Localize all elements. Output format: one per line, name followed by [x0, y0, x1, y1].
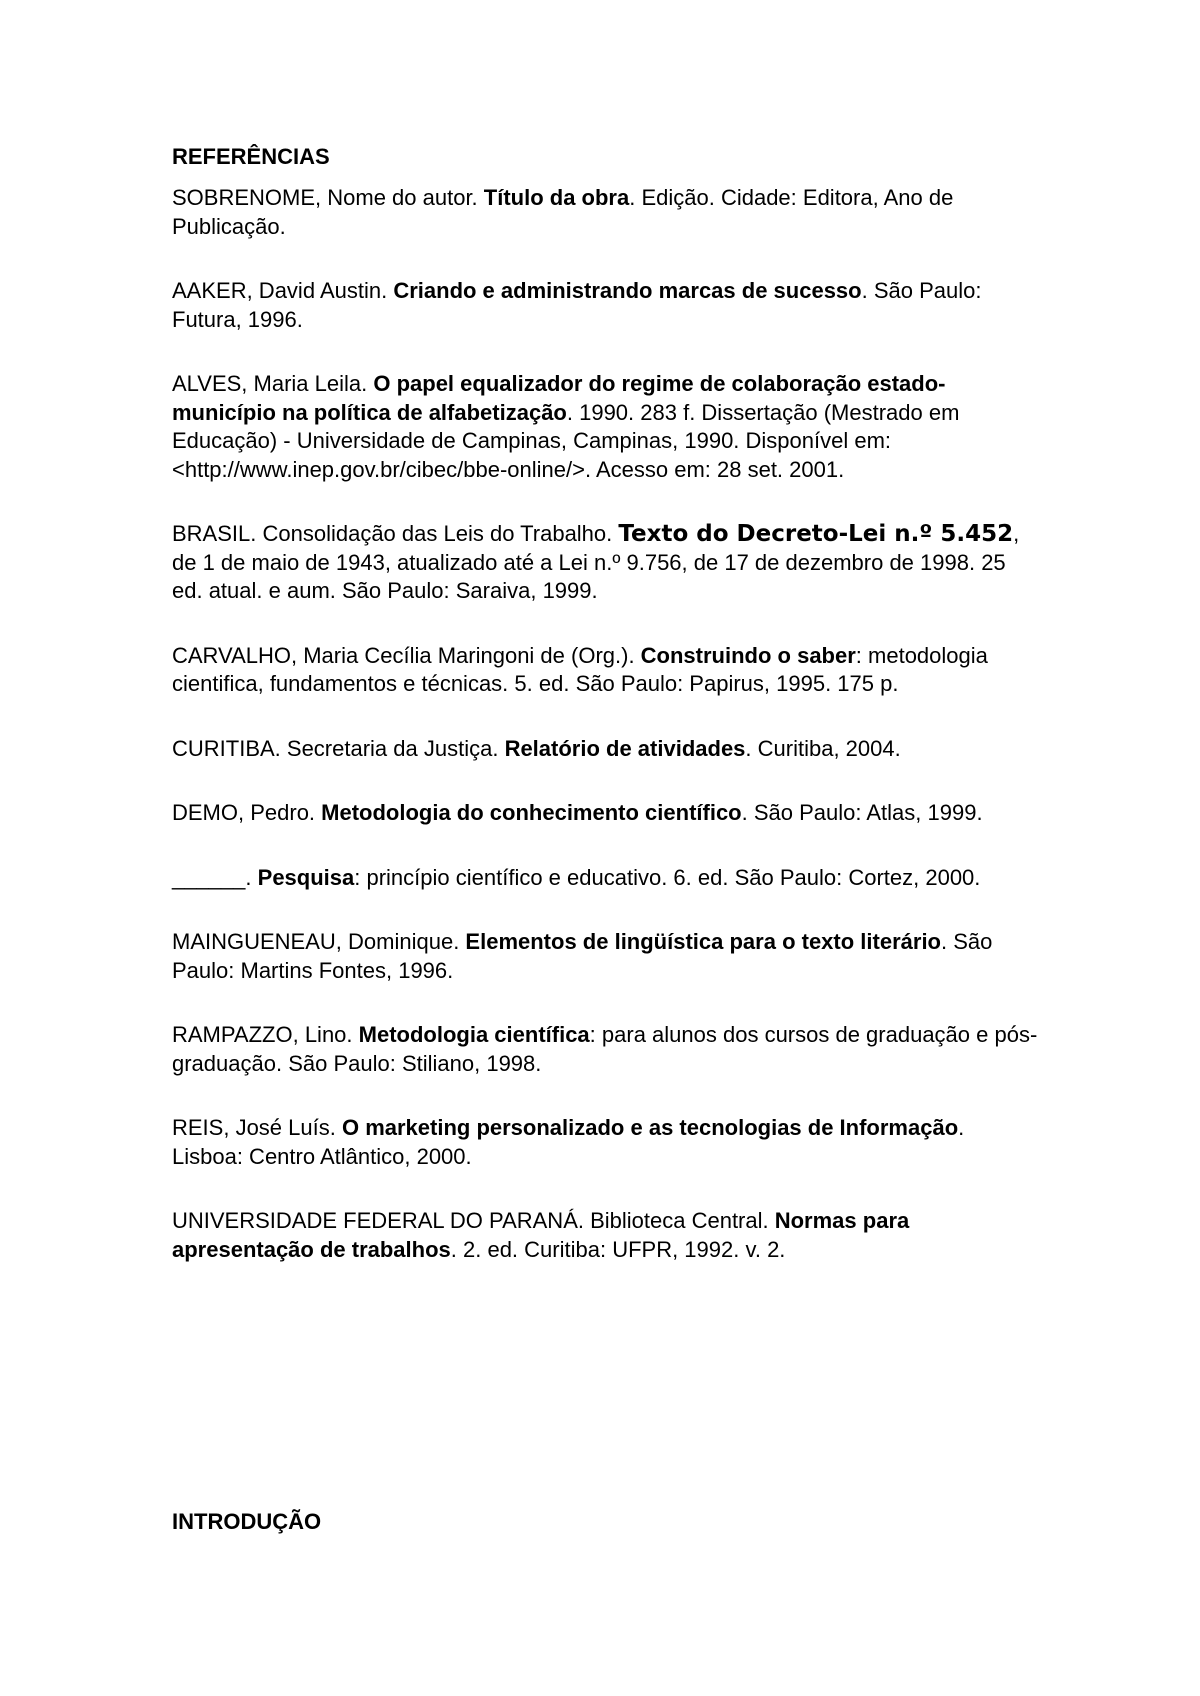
reference-author: DEMO, Pedro. — [172, 800, 322, 825]
reference-details: . 1990. 283 f. Dissertação (Mestrado em Educação) - Universidade de Campinas, Campinas, 1990. Disponível em: <http://www.inep.gov.br/cibec/bbe-online/>. Acesso em: 28 set. 2001. — [172, 399, 960, 482]
reference-title: Título da obra — [483, 185, 630, 210]
reference-author: MAINGUENEAU, Dominique. — [172, 929, 466, 954]
reference-author: RAMPAZZO, Lino. — [172, 1022, 359, 1047]
reference-author: SOBRENOME, Nome do autor. — [172, 185, 484, 210]
reference-details: : para alunos dos cursos de graduação e pós-graduação. São Paulo: Stiliano, 1998. — [172, 1022, 1038, 1076]
reference-title: Relatório de atividades — [504, 735, 746, 761]
reference-title: O papel equalizador do regime de colaboração estado-município na política de alfabetização — [172, 371, 946, 425]
reference-details: : princípio científico e educativo. 6. ed. São Paulo: Cortez, 2000. — [354, 864, 981, 890]
reference-details: . Lisboa: Centro Atlântico, 2000. — [172, 1115, 965, 1169]
reference-title: Elementos de lingüística para o texto literário — [465, 929, 941, 954]
reference-entry — [172, 642, 1040, 699]
reference-title: Texto do Decreto-Lei n.º 5.452 — [618, 521, 1014, 547]
reference-entry — [172, 928, 1040, 985]
reference-title: Metodologia científica — [358, 1022, 590, 1047]
reference-entry — [172, 277, 1040, 334]
reference-details: . São Paulo: Futura, 1996. — [172, 278, 982, 332]
reference-title: Metodologia do conhecimento científico — [321, 800, 742, 825]
reference-title: Criando e administrando marcas de sucesso — [393, 278, 862, 303]
reference-entry — [172, 1021, 1040, 1078]
reference-author: UNIVERSIDADE FEDERAL DO PARANÁ. Biblioteca Central. — [172, 1208, 775, 1233]
reference-author: AAKER, David Austin. — [172, 278, 394, 303]
reference-title: Construindo o saber — [640, 642, 856, 668]
references-heading: REFERÊNCIAS — [172, 144, 330, 169]
reference-details: . São Paulo: Atlas, 1999. — [741, 800, 983, 825]
reference-title: Normas para apresentação de trabalhos — [172, 1208, 910, 1262]
reference-title: Pesquisa — [257, 864, 355, 890]
reference-entry — [172, 520, 1040, 606]
reference-details: , de 1 de maio de 1943, atualizado até a Lei n.º 9.756, de 17 de dezembro de 1998. 25 ed. atual. e aum. São Paulo: Saraiva, 1999. — [172, 521, 1020, 603]
reference-author: ALVES, Maria Leila. — [172, 371, 374, 396]
reference-entry — [172, 735, 1040, 764]
reference-author: BRASIL. Consolidação das Leis do Trabalho. — [172, 521, 619, 546]
reference-author: REIS, José Luís. — [172, 1115, 342, 1140]
reference-details: . São Paulo: Martins Fontes, 1996. — [172, 929, 993, 983]
reference-details: . Edição. Cidade: Editora, Ano de Publicação. — [172, 185, 954, 239]
reference-entry — [172, 184, 1040, 241]
references-section — [172, 143, 1040, 1300]
reference-entry — [172, 1114, 1040, 1171]
reference-entry — [172, 370, 1040, 484]
reference-author: ______. — [172, 864, 258, 890]
introduction-heading: INTRODUÇÃO — [172, 1509, 322, 1534]
reference-entry — [172, 799, 1040, 828]
reference-author: CURITIBA. Secretaria da Justiça. — [172, 735, 505, 761]
reference-title: O marketing personalizado e as tecnologias de Informação — [341, 1115, 959, 1140]
reference-details: . 2. ed. Curitiba: UFPR, 1992. v. 2. — [450, 1236, 786, 1262]
reference-details: : metodologia cientifica, fundamentos e técnicas. 5. ed. São Paulo: Papirus, 1995. 175 p. — [172, 642, 988, 696]
reference-entry — [172, 1207, 1040, 1264]
reference-author: CARVALHO, Maria Cecília Maringoni de (Org.). — [172, 642, 641, 668]
reference-details: . Curitiba, 2004. — [745, 735, 901, 761]
reference-entry — [172, 864, 1040, 893]
